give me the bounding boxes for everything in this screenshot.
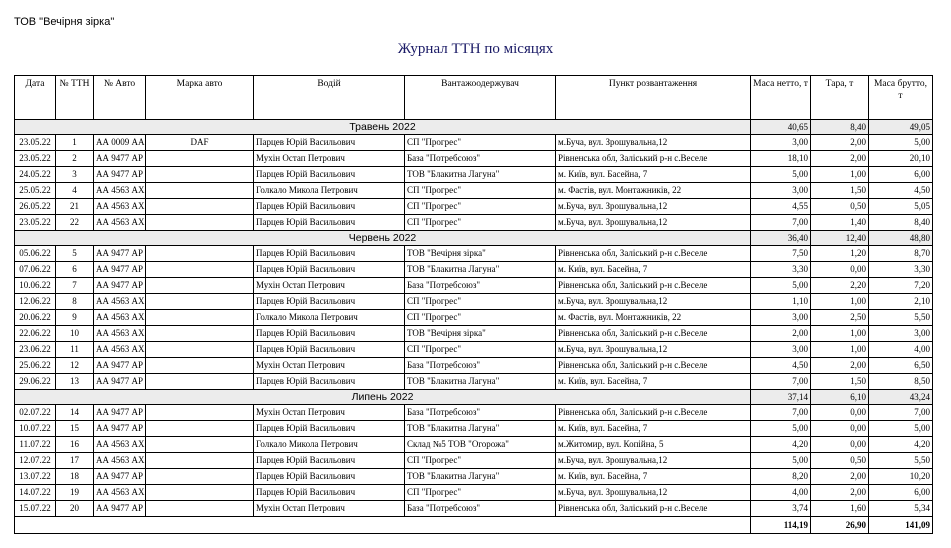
cell-vehicle-brand (146, 421, 254, 437)
cell-unloading-point: м.Буча, вул. Зрошувальна,12 (556, 485, 751, 501)
cell-unloading-point: Рівненська обл, Залiський р-н с.Веселе (556, 405, 751, 421)
cell-unloading-point: м.Буча, вул. Зрошувальна,12 (556, 453, 751, 469)
cell-net-weight: 7,00 (751, 405, 811, 421)
cell-unloading-point: м.Житомир, вул. Копiйна, 5 (556, 437, 751, 453)
cell-vehicle-number: АА 9477 АР (94, 358, 146, 374)
cell-vehicle-number: АА 4563 АХ (94, 215, 146, 231)
column-header-gross-weight: Маса брутто, т (869, 76, 933, 120)
cell-driver: Голкало Микола Петрович (254, 183, 405, 199)
cell-vehicle-brand (146, 167, 254, 183)
cell-ttn-number: 1 (56, 135, 94, 151)
cell-tare: 2,50 (811, 310, 869, 326)
cell-vehicle-brand (146, 215, 254, 231)
cell-ttn-number: 9 (56, 310, 94, 326)
cell-unloading-point: м.Буча, вул. Зрошувальна,12 (556, 199, 751, 215)
cell-gross-weight: 8,40 (869, 215, 933, 231)
cell-consignee: База "Потребсоюз" (405, 278, 556, 294)
cell-gross-weight: 4,50 (869, 183, 933, 199)
table-row (15, 167, 933, 183)
cell-unloading-point: м. Київ, вул. Басейна, 7 (556, 374, 751, 390)
cell-ttn-number: 3 (56, 167, 94, 183)
column-header-net-weight: Маса нетто, т (751, 76, 811, 120)
cell-tare: 2,20 (811, 278, 869, 294)
column-header-tare: Тара, т (811, 76, 869, 120)
cell-gross-weight: 3,30 (869, 262, 933, 278)
cell-date: 15.07.22 (15, 501, 56, 517)
cell-net-weight: 3,74 (751, 501, 811, 517)
cell-vehicle-number: АА 4563 АХ (94, 326, 146, 342)
group-net-total: 36,40 (751, 231, 811, 246)
cell-vehicle-brand (146, 326, 254, 342)
column-header-date: Дата (15, 76, 56, 120)
cell-tare: 2,00 (811, 469, 869, 485)
cell-date: 11.07.22 (15, 437, 56, 453)
column-header-vehicle-number: № Авто (94, 76, 146, 120)
grand-total-gross: 141,09 (869, 517, 933, 534)
cell-tare: 1,40 (811, 215, 869, 231)
cell-vehicle-number: АА 4563 АХ (94, 453, 146, 469)
table-row (15, 326, 933, 342)
cell-driver: Парцев Юрій Васильович (254, 374, 405, 390)
cell-vehicle-brand (146, 294, 254, 310)
cell-net-weight: 1,10 (751, 294, 811, 310)
table-row (15, 246, 933, 262)
cell-gross-weight: 7,00 (869, 405, 933, 421)
table-row (15, 294, 933, 310)
cell-vehicle-brand (146, 437, 254, 453)
cell-gross-weight: 5,50 (869, 453, 933, 469)
month-group-row (15, 120, 933, 135)
cell-driver: Парцев Юрій Васильович (254, 246, 405, 262)
cell-vehicle-number: АА 9477 АР (94, 262, 146, 278)
cell-tare: 1,00 (811, 326, 869, 342)
cell-vehicle-brand (146, 151, 254, 167)
cell-ttn-number: 17 (56, 453, 94, 469)
table-row (15, 358, 933, 374)
cell-tare: 2,00 (811, 135, 869, 151)
table-row (15, 421, 933, 437)
group-gross-total: 49,05 (869, 120, 933, 135)
cell-date: 05.06.22 (15, 246, 56, 262)
cell-driver: Мухін Остап Петрович (254, 358, 405, 374)
cell-gross-weight: 4,20 (869, 437, 933, 453)
cell-vehicle-number: АА 9477 АР (94, 246, 146, 262)
cell-gross-weight: 5,34 (869, 501, 933, 517)
cell-ttn-number: 16 (56, 437, 94, 453)
cell-driver: Голкало Микола Петрович (254, 310, 405, 326)
cell-gross-weight: 6,00 (869, 167, 933, 183)
cell-consignee: ТОВ "Блакитна Лагуна" (405, 374, 556, 390)
table-row (15, 310, 933, 326)
company-name: ТОВ "Вечірня зірка" (14, 16, 115, 28)
table-row (15, 437, 933, 453)
cell-unloading-point: Рівненська обл, Залiський р-н с.Веселе (556, 501, 751, 517)
cell-tare: 0,00 (811, 262, 869, 278)
cell-consignee: ТОВ "Блакитна Лагуна" (405, 469, 556, 485)
cell-ttn-number: 8 (56, 294, 94, 310)
cell-consignee: База "Потребсоюз" (405, 151, 556, 167)
cell-date: 23.05.22 (15, 215, 56, 231)
cell-consignee: База "Потребсоюз" (405, 358, 556, 374)
cell-vehicle-brand (146, 183, 254, 199)
cell-unloading-point: м.Буча, вул. Зрошувальна,12 (556, 135, 751, 151)
cell-date: 22.06.22 (15, 326, 56, 342)
cell-vehicle-number: АА 9477 АР (94, 421, 146, 437)
cell-date: 13.07.22 (15, 469, 56, 485)
table-body (15, 120, 933, 534)
cell-gross-weight: 20,10 (869, 151, 933, 167)
cell-unloading-point: Рівненська обл, Залiський р-н с.Веселе (556, 358, 751, 374)
month-group-row (15, 231, 933, 246)
table-row (15, 151, 933, 167)
cell-vehicle-number: АА 4563 АХ (94, 485, 146, 501)
cell-vehicle-number: АА 9477 АР (94, 501, 146, 517)
group-gross-total: 48,80 (869, 231, 933, 246)
cell-vehicle-brand: DAF (146, 135, 254, 151)
cell-driver: Парцев Юрій Васильович (254, 469, 405, 485)
cell-vehicle-brand (146, 342, 254, 358)
cell-tare: 1,00 (811, 294, 869, 310)
cell-driver: Мухін Остап Петрович (254, 151, 405, 167)
table-row (15, 135, 933, 151)
cell-net-weight: 4,20 (751, 437, 811, 453)
cell-consignee: СП "Прогрес" (405, 310, 556, 326)
group-gross-total: 43,24 (869, 390, 933, 405)
cell-net-weight: 3,00 (751, 342, 811, 358)
cell-consignee: ТОВ "Блакитна Лагуна" (405, 167, 556, 183)
cell-net-weight: 4,00 (751, 485, 811, 501)
cell-consignee: СП "Прогрес" (405, 453, 556, 469)
column-header-consignee: Вантажоодержувач (405, 76, 556, 120)
cell-gross-weight: 5,50 (869, 310, 933, 326)
cell-driver: Парцев Юрій Васильович (254, 199, 405, 215)
cell-date: 23.06.22 (15, 342, 56, 358)
cell-driver: Парцев Юрій Васильович (254, 135, 405, 151)
cell-consignee: База "Потребсоюз" (405, 405, 556, 421)
cell-tare: 0,00 (811, 405, 869, 421)
cell-date: 29.06.22 (15, 374, 56, 390)
cell-net-weight: 5,00 (751, 278, 811, 294)
cell-tare: 2,00 (811, 151, 869, 167)
cell-unloading-point: м. Київ, вул. Басейна, 7 (556, 262, 751, 278)
table-row (15, 453, 933, 469)
cell-ttn-number: 7 (56, 278, 94, 294)
table-row (15, 183, 933, 199)
cell-vehicle-number: АА 9477 АР (94, 469, 146, 485)
cell-date: 12.07.22 (15, 453, 56, 469)
cell-tare: 0,00 (811, 437, 869, 453)
cell-gross-weight: 5,00 (869, 135, 933, 151)
cell-gross-weight: 8,50 (869, 374, 933, 390)
cell-net-weight: 3,00 (751, 310, 811, 326)
cell-net-weight: 4,50 (751, 358, 811, 374)
cell-unloading-point: м.Буча, вул. Зрошувальна,12 (556, 294, 751, 310)
cell-driver: Парцев Юрій Васильович (254, 453, 405, 469)
cell-vehicle-number: АА 4563 АХ (94, 342, 146, 358)
cell-vehicle-number: АА 4563 АХ (94, 183, 146, 199)
column-header-driver: Водій (254, 76, 405, 120)
cell-driver: Голкало Микола Петрович (254, 437, 405, 453)
cell-ttn-number: 13 (56, 374, 94, 390)
cell-vehicle-brand (146, 278, 254, 294)
cell-vehicle-number: АА 4563 АХ (94, 294, 146, 310)
cell-vehicle-number: АА 4563 АХ (94, 310, 146, 326)
month-group-label: Травень 2022 (15, 120, 751, 135)
table-row (15, 199, 933, 215)
cell-unloading-point: Рівненська обл, Залiський р-н с.Веселе (556, 246, 751, 262)
cell-tare: 2,00 (811, 485, 869, 501)
cell-driver: Парцев Юрій Васильович (254, 342, 405, 358)
cell-tare: 1,50 (811, 374, 869, 390)
cell-unloading-point: м.Буча, вул. Зрошувальна,12 (556, 215, 751, 231)
cell-tare: 0,50 (811, 199, 869, 215)
cell-ttn-number: 14 (56, 405, 94, 421)
cell-gross-weight: 6,50 (869, 358, 933, 374)
cell-vehicle-brand (146, 310, 254, 326)
cell-ttn-number: 10 (56, 326, 94, 342)
grand-total-row (15, 517, 933, 534)
cell-vehicle-number: АА 9477 АР (94, 374, 146, 390)
cell-net-weight: 2,00 (751, 326, 811, 342)
month-group-label: Липень 2022 (15, 390, 751, 405)
cell-unloading-point: м. Фастів, вул. Монтажників, 22 (556, 183, 751, 199)
month-group-row (15, 390, 933, 405)
cell-gross-weight: 3,00 (869, 326, 933, 342)
table-row (15, 485, 933, 501)
cell-vehicle-number: АА 4563 АХ (94, 199, 146, 215)
cell-ttn-number: 22 (56, 215, 94, 231)
cell-vehicle-number: АА 4563 АХ (94, 437, 146, 453)
column-header-ttn: № ТТН (56, 76, 94, 120)
cell-tare: 1,50 (811, 183, 869, 199)
cell-unloading-point: м. Київ, вул. Басейна, 7 (556, 469, 751, 485)
table-row (15, 215, 933, 231)
cell-consignee: СП "Прогрес" (405, 215, 556, 231)
cell-consignee: ТОВ "Блакитна Лагуна" (405, 421, 556, 437)
cell-unloading-point: Рівненська обл, Залiський р-н с.Веселе (556, 278, 751, 294)
grand-total-tare: 26,90 (811, 517, 869, 534)
cell-net-weight: 5,00 (751, 453, 811, 469)
cell-ttn-number: 20 (56, 501, 94, 517)
page-title: Журнал ТТН по місяцях (397, 41, 554, 57)
cell-consignee: СП "Прогрес" (405, 199, 556, 215)
group-tare-total: 6,10 (811, 390, 869, 405)
cell-gross-weight: 8,70 (869, 246, 933, 262)
cell-ttn-number: 19 (56, 485, 94, 501)
ttn-journal-table (14, 75, 933, 534)
column-header-unloading-point: Пункт розвантаження (556, 76, 751, 120)
cell-gross-weight: 2,10 (869, 294, 933, 310)
cell-date: 26.05.22 (15, 199, 56, 215)
table-header-row (15, 76, 933, 120)
cell-ttn-number: 6 (56, 262, 94, 278)
cell-driver: Парцев Юрій Васильович (254, 485, 405, 501)
cell-driver: Парцев Юрій Васильович (254, 262, 405, 278)
cell-ttn-number: 5 (56, 246, 94, 262)
cell-consignee: ТОВ "Вечірня зірка" (405, 326, 556, 342)
cell-consignee: Склад №5 ТОВ "Огорожа" (405, 437, 556, 453)
table-row (15, 342, 933, 358)
cell-date: 25.06.22 (15, 358, 56, 374)
cell-vehicle-number: АА 9477 АР (94, 405, 146, 421)
cell-tare: 0,50 (811, 453, 869, 469)
grand-total-spacer (15, 517, 751, 534)
cell-date: 23.05.22 (15, 151, 56, 167)
cell-consignee: ТОВ "Блакитна Лагуна" (405, 262, 556, 278)
cell-tare: 2,00 (811, 358, 869, 374)
month-group-label: Червень 2022 (15, 231, 751, 246)
cell-ttn-number: 11 (56, 342, 94, 358)
cell-driver: Мухін Остап Петрович (254, 501, 405, 517)
cell-tare: 1,00 (811, 342, 869, 358)
cell-vehicle-number: АА 9477 АР (94, 278, 146, 294)
cell-date: 10.07.22 (15, 421, 56, 437)
table-row (15, 374, 933, 390)
cell-vehicle-brand (146, 453, 254, 469)
cell-unloading-point: м. Київ, вул. Басейна, 7 (556, 421, 751, 437)
cell-net-weight: 5,00 (751, 421, 811, 437)
table-row (15, 469, 933, 485)
cell-driver: Мухін Остап Петрович (254, 278, 405, 294)
cell-ttn-number: 2 (56, 151, 94, 167)
cell-unloading-point: м. Київ, вул. Басейна, 7 (556, 167, 751, 183)
cell-net-weight: 3,00 (751, 135, 811, 151)
cell-date: 20.06.22 (15, 310, 56, 326)
cell-net-weight: 4,55 (751, 199, 811, 215)
cell-vehicle-brand (146, 374, 254, 390)
cell-gross-weight: 7,20 (869, 278, 933, 294)
cell-tare: 1,20 (811, 246, 869, 262)
cell-date: 07.06.22 (15, 262, 56, 278)
cell-net-weight: 7,00 (751, 215, 811, 231)
cell-consignee: СП "Прогрес" (405, 485, 556, 501)
cell-net-weight: 7,50 (751, 246, 811, 262)
table-row (15, 262, 933, 278)
group-net-total: 37,14 (751, 390, 811, 405)
table-row (15, 405, 933, 421)
table-row (15, 278, 933, 294)
cell-vehicle-brand (146, 405, 254, 421)
cell-ttn-number: 4 (56, 183, 94, 199)
cell-driver: Парцев Юрій Васильович (254, 421, 405, 437)
cell-vehicle-brand (146, 358, 254, 374)
cell-tare: 1,60 (811, 501, 869, 517)
cell-vehicle-brand (146, 262, 254, 278)
cell-driver: Парцев Юрій Васильович (254, 167, 405, 183)
cell-ttn-number: 12 (56, 358, 94, 374)
cell-vehicle-brand (146, 469, 254, 485)
cell-driver: Мухін Остап Петрович (254, 405, 405, 421)
cell-date: 12.06.22 (15, 294, 56, 310)
cell-tare: 0,00 (811, 421, 869, 437)
cell-gross-weight: 5,05 (869, 199, 933, 215)
cell-gross-weight: 10,20 (869, 469, 933, 485)
cell-net-weight: 3,00 (751, 183, 811, 199)
column-header-vehicle-brand: Марка авто (146, 76, 254, 120)
cell-net-weight: 8,20 (751, 469, 811, 485)
cell-vehicle-number: АА 9477 АР (94, 151, 146, 167)
cell-date: 25.05.22 (15, 183, 56, 199)
cell-unloading-point: м. Фастів, вул. Монтажників, 22 (556, 310, 751, 326)
cell-driver: Парцев Юрій Васильович (254, 215, 405, 231)
group-tare-total: 8,40 (811, 120, 869, 135)
cell-net-weight: 7,00 (751, 374, 811, 390)
cell-consignee: СП "Прогрес" (405, 183, 556, 199)
cell-vehicle-number: АА 0009 АА (94, 135, 146, 151)
group-net-total: 40,65 (751, 120, 811, 135)
grand-total-net: 114,19 (751, 517, 811, 534)
cell-consignee: СП "Прогрес" (405, 135, 556, 151)
cell-date: 23.05.22 (15, 135, 56, 151)
cell-consignee: База "Потребсоюз" (405, 501, 556, 517)
cell-ttn-number: 18 (56, 469, 94, 485)
cell-consignee: СП "Прогрес" (405, 342, 556, 358)
cell-unloading-point: Рівненська обл, Залiський р-н с.Веселе (556, 326, 751, 342)
cell-vehicle-number: АА 9477 АР (94, 167, 146, 183)
cell-unloading-point: Рівненська обл, Залiський р-н с.Веселе (556, 151, 751, 167)
cell-net-weight: 5,00 (751, 167, 811, 183)
cell-gross-weight: 4,00 (869, 342, 933, 358)
cell-date: 10.06.22 (15, 278, 56, 294)
cell-unloading-point: м.Буча, вул. Зрошувальна,12 (556, 342, 751, 358)
cell-tare: 1,00 (811, 167, 869, 183)
table-row (15, 501, 933, 517)
cell-date: 02.07.22 (15, 405, 56, 421)
cell-consignee: СП "Прогрес" (405, 294, 556, 310)
group-tare-total: 12,40 (811, 231, 869, 246)
cell-vehicle-brand (146, 501, 254, 517)
cell-net-weight: 3,30 (751, 262, 811, 278)
cell-driver: Парцев Юрій Васильович (254, 294, 405, 310)
cell-date: 14.07.22 (15, 485, 56, 501)
cell-vehicle-brand (146, 246, 254, 262)
cell-driver: Парцев Юрій Васильович (254, 326, 405, 342)
cell-net-weight: 18,10 (751, 151, 811, 167)
cell-consignee: ТОВ "Вечірня зірка" (405, 246, 556, 262)
cell-vehicle-brand (146, 485, 254, 501)
cell-gross-weight: 5,00 (869, 421, 933, 437)
cell-date: 24.05.22 (15, 167, 56, 183)
cell-gross-weight: 6,00 (869, 485, 933, 501)
cell-ttn-number: 21 (56, 199, 94, 215)
cell-ttn-number: 15 (56, 421, 94, 437)
cell-vehicle-brand (146, 199, 254, 215)
